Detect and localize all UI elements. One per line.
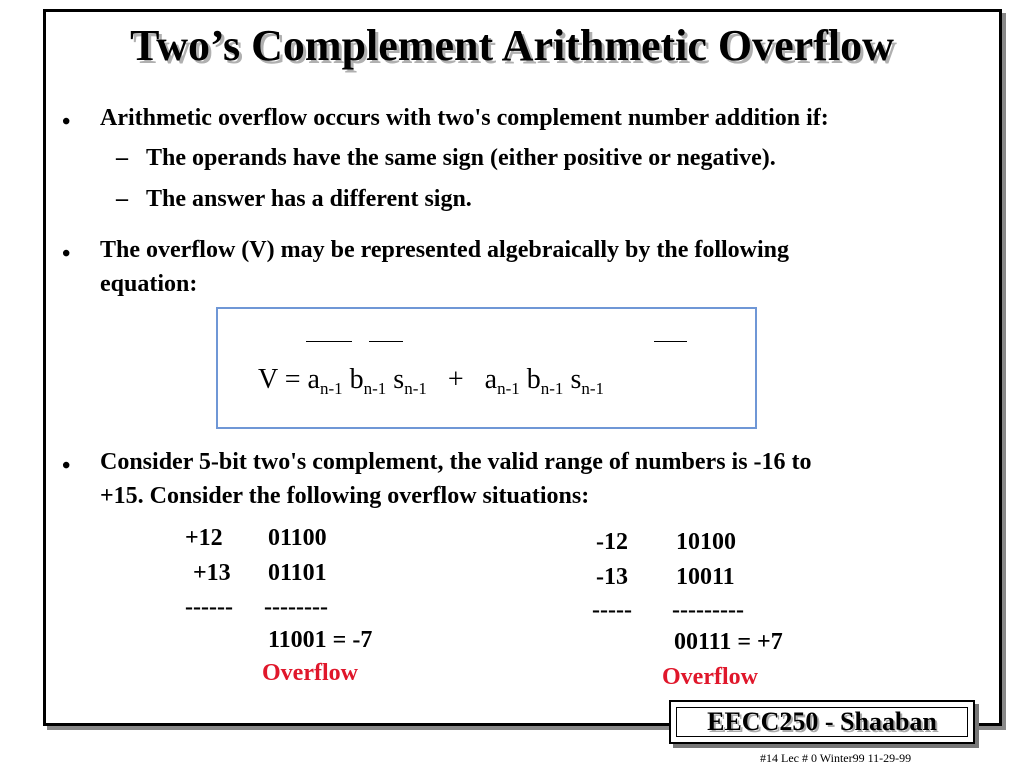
overline-an: [306, 341, 352, 342]
left-overflow-label: Overflow: [262, 660, 358, 686]
left-op1-bin: 01100: [268, 525, 327, 551]
left-op2-dec: +13: [193, 560, 231, 586]
sub-bullet-2-dash: –: [116, 186, 128, 212]
eq-sub: n-1: [319, 379, 343, 398]
slide-title: Two’s Complement Arithmetic Overflow: [130, 21, 894, 70]
right-op2-dec: -13: [596, 564, 628, 590]
bullet-2-text-line2: equation:: [100, 271, 198, 297]
eq-sub: n-1: [497, 379, 520, 398]
eq-term: b: [349, 364, 364, 395]
right-rule-bin: ---------: [672, 597, 744, 623]
eq-term: s: [393, 364, 405, 395]
overline-bn: [369, 341, 403, 342]
right-op1-dec: -12: [596, 529, 628, 555]
eq-sub: n-1: [404, 379, 427, 398]
bullet-3-text-line2: +15. Consider the following overflow situations:: [100, 483, 590, 509]
left-rule-dec: ------: [185, 594, 233, 620]
overflow-equation: [258, 366, 604, 397]
eq-sub: n-1: [581, 379, 605, 398]
sub-bullet-1-text: The operands have the same sign (either positive or negative).: [146, 145, 776, 171]
left-result: 11001 = -7: [268, 627, 373, 653]
bullet-2-marker: •: [62, 241, 71, 267]
right-op1-bin: 10100: [676, 529, 736, 555]
right-rule-dec: -----: [592, 597, 632, 623]
bullet-2-text-line1: The overflow (V) may be represented algebraically by the following: [100, 237, 790, 263]
sub-bullet-1-dash: –: [116, 145, 128, 171]
eq-plus: +: [447, 364, 464, 395]
eq-term: b: [526, 364, 541, 395]
eq-term: s: [570, 364, 582, 395]
eq-lhs: V = a: [258, 364, 320, 395]
bullet-3-text-line1: Consider 5-bit two's complement, the valid range of numbers is -16 to: [100, 449, 812, 475]
left-rule-bin: --------: [264, 594, 328, 620]
course-logo-box: [669, 700, 975, 744]
overline-sn: [654, 341, 687, 342]
right-overflow-label: Overflow: [662, 664, 758, 690]
sub-bullet-2-text: The answer has a different sign.: [146, 186, 472, 212]
course-logo-text: EECC250 - Shaaban: [676, 707, 968, 737]
right-result: 00111 = +7: [674, 629, 783, 655]
eq-term: a: [484, 364, 498, 395]
eq-sub: n-1: [540, 379, 564, 398]
left-op2-bin: 01101: [268, 560, 327, 586]
slide-footer: #14 Lec # 0 Winter99 11-29-99: [760, 751, 912, 765]
bullet-3-marker: •: [62, 453, 71, 479]
right-op2-bin: 10011: [676, 564, 735, 590]
left-op1-dec: +12: [185, 525, 223, 551]
bullet-1-marker: •: [62, 109, 71, 135]
bullet-1-text: Arithmetic overflow occurs with two's complement number addition if:: [100, 105, 829, 131]
eq-sub: n-1: [363, 379, 387, 398]
